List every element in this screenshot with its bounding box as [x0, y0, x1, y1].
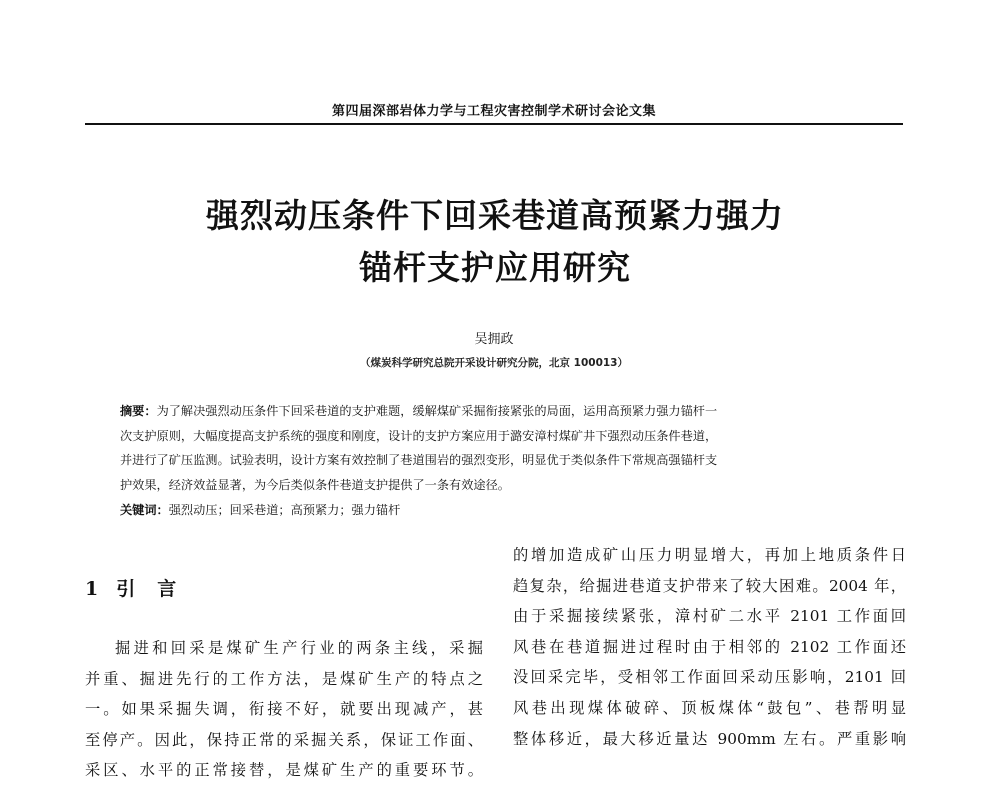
section-number: 1 — [85, 578, 99, 600]
paper-title — [100, 190, 890, 294]
abstract — [120, 399, 880, 497]
body-line: 趋复杂，给掘进巷道支护带来了较大困难。2004 年， — [513, 576, 906, 595]
abstract-line: 次支护原则，大幅度提高支护系统的强度和刚度，设计的支护方案应用于潞安漳村煤矿井下强烈动压条件巷道， — [120, 428, 718, 443]
body-line: 由于采掘接续紧张，漳村矿二水平 2101 工作面回 — [513, 607, 906, 626]
title-line-1: 强烈动压条件下回采巷道高预紧力强力 — [206, 196, 784, 235]
keywords-label: 关键词： — [120, 503, 169, 517]
section-title-char: 言 — [157, 578, 177, 600]
section-heading — [85, 574, 176, 601]
body-line: 风巷在巷道掘进过程时由于相邻的 2102 工作面还 — [513, 637, 906, 656]
abstract-label: 摘要： — [120, 404, 157, 418]
body-line: 风巷出现煤体破碎、顶板煤体“鼓包”、巷帮明显 — [513, 698, 906, 717]
body-line: 整体移近，最大移近量达 900mm 左右。严重影响 — [513, 729, 906, 748]
keywords — [120, 500, 880, 520]
body-line: 的增加造成矿山压力明显增大，再加上地质条件日 — [513, 546, 906, 564]
running-header: 第四届深部岩体力学与工程灾害控制学术研讨会论文集 — [331, 104, 656, 119]
author-affiliation: （煤炭科学研究总院开采设计研究分院，北京 100013） — [360, 357, 628, 369]
body-line: 没回采完毕，受相邻工作面回采动压影响，2101 回 — [513, 668, 906, 687]
body-line: 掘进和回采是煤矿生产行业的两条主线，采掘 — [115, 639, 483, 657]
abstract-line: 摘要：为了解决强烈动压条件下回采巷道的支护难题，缓解煤矿采掘衔接紧张的局面，运用高预紧力强力锚杆一 — [120, 404, 718, 418]
body-line: 一。如果采掘失调，衔接不好，就要出现减产，甚 — [85, 700, 483, 719]
body-column-left — [85, 633, 483, 786]
body-line: 采区、水平的正常接替，是煤矿生产的重要环节。 — [85, 761, 483, 780]
header-rule — [85, 123, 903, 125]
keywords-text: 强烈动压；回采巷道；高预紧力；强力锚杆 — [168, 503, 401, 517]
body-line: 并重、掘进先行的工作方法，是煤矿生产的特点之 — [85, 669, 483, 688]
section-title-char: 引 — [116, 578, 136, 600]
body-line: 至停产。因此，保持正常的采掘关系，保证工作面、 — [85, 730, 483, 749]
abstract-line: 护效果，经济效益显著，为今后类似条件巷道支护提供了一条有效途径。 — [120, 477, 510, 492]
abstract-line: 并进行了矿压监测。试验表明，设计方案有效控制了巷道围岩的强烈变形，明显优于类似条件下常规高强锚杆支 — [120, 453, 718, 467]
body-column-right — [513, 540, 906, 754]
title-line-2: 锚杆支护应用研究 — [359, 248, 631, 287]
author-name: 吴拥政 — [474, 332, 514, 347]
